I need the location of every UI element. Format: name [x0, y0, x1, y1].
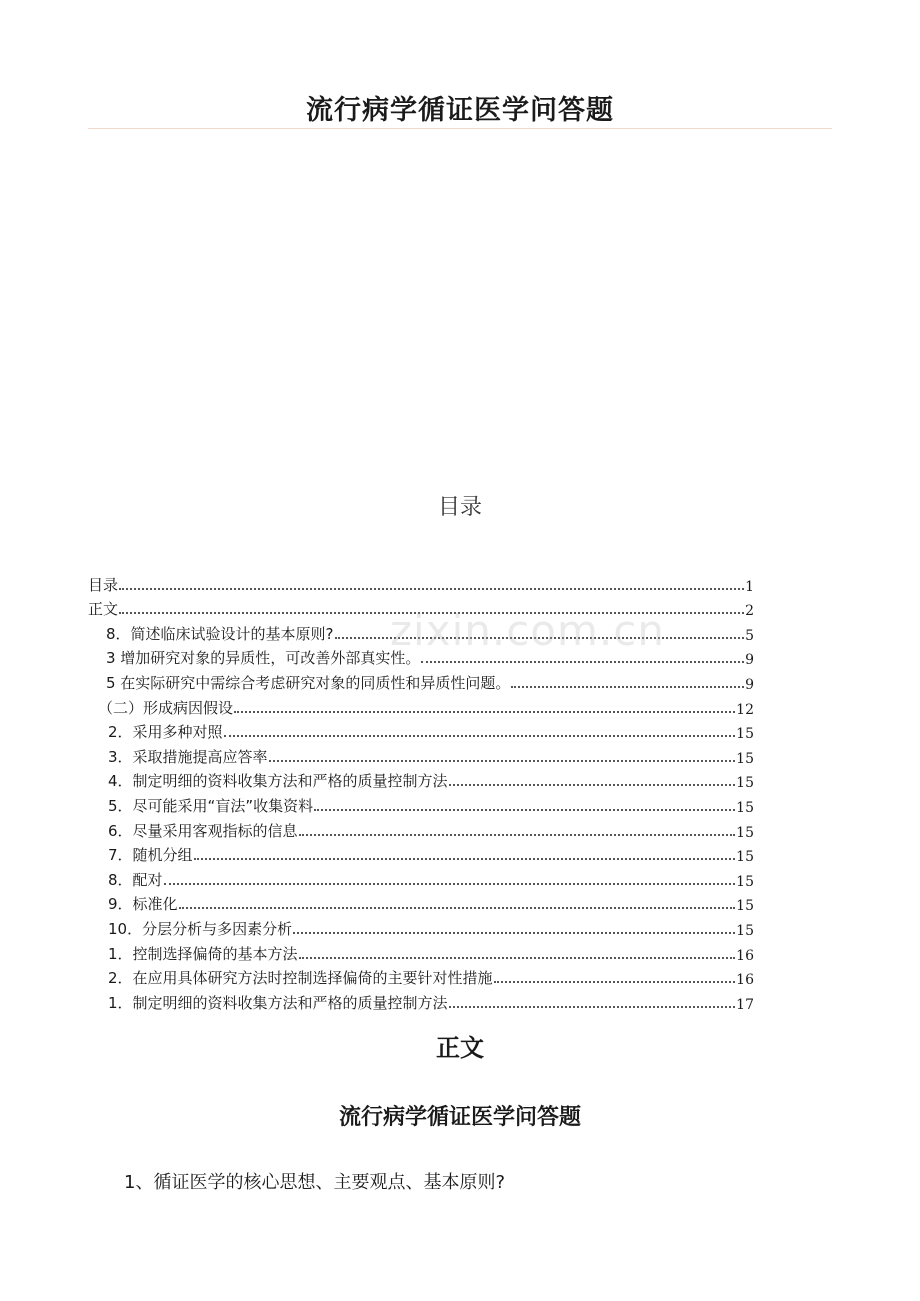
- toc-entry[interactable]: [88, 939, 754, 964]
- toc-entry-label: 目录: [88, 575, 119, 594]
- toc-heading: 目录: [437, 495, 482, 520]
- toc-entry[interactable]: [88, 816, 754, 841]
- toc-leader-dots: [449, 784, 736, 786]
- toc-entry-label: 8．简述临床试验设计的基本原则?: [106, 624, 334, 643]
- toc-leader-dots: [164, 883, 736, 885]
- toc-entry-label: 7．随机分组: [108, 846, 193, 865]
- toc-leader-dots: [421, 661, 744, 663]
- toc-leader-dots: [269, 760, 736, 762]
- toc-entry[interactable]: [88, 791, 754, 816]
- toc-entry-label: 10．分层分析与多因素分析: [108, 919, 293, 938]
- toc-entry[interactable]: [88, 767, 754, 792]
- toc-entry-page: 1: [745, 578, 754, 595]
- toc-entry-label: 1．制定明细的资料收集方法和严格的质量控制方法: [108, 993, 448, 1012]
- toc-leader-dots: [494, 981, 736, 983]
- toc-entry-page: 16: [736, 947, 754, 964]
- toc-entry-label: 5．尽可能采用“盲法”收集资料: [108, 796, 314, 815]
- toc-entry-page: 15: [736, 849, 754, 866]
- toc-entry-label: 5 在实际研究中需综合考虑研究对象的同质性和异质性问题。: [106, 673, 511, 692]
- toc-entry-page: 15: [736, 898, 754, 915]
- toc-entry-page: 5: [745, 627, 754, 644]
- toc-leader-dots: [293, 932, 735, 934]
- toc-entry[interactable]: [88, 964, 754, 989]
- toc-leader-dots: [224, 735, 736, 737]
- toc-entry-page: 9: [745, 676, 754, 693]
- toc-entry-page: 15: [736, 775, 754, 792]
- toc-entry[interactable]: [88, 865, 754, 890]
- toc-leader-dots: [194, 858, 736, 860]
- toc-entry-page: 15: [736, 824, 754, 841]
- toc-entry-page: 15: [736, 799, 754, 816]
- toc-entry-page: 2: [745, 603, 754, 620]
- toc-entry[interactable]: [88, 570, 754, 595]
- title-underline: [88, 128, 832, 129]
- toc-entry-page: 15: [736, 922, 754, 939]
- document-title: 流行病学循证医学问答题: [306, 95, 614, 126]
- toc-entry[interactable]: [88, 914, 754, 939]
- toc-entry-label: 2．在应用具体研究方法时控制选择偏倚的主要针对性措施: [108, 969, 493, 988]
- section-heading: 正文: [436, 1034, 484, 1062]
- toc-entry-page: 15: [736, 726, 754, 743]
- toc-entry-page: 15: [736, 750, 754, 767]
- toc-leader-dots: [449, 1006, 736, 1008]
- toc-entry-label: 3 增加研究对象的异质性，可改善外部真实性。: [106, 649, 421, 668]
- toc-leader-dots: [119, 588, 744, 590]
- toc-leader-dots: [314, 809, 735, 811]
- toc-entry-label: 9．标准化: [108, 895, 178, 914]
- toc-entry[interactable]: [88, 718, 754, 743]
- toc-entry[interactable]: [88, 988, 754, 1013]
- toc-entry[interactable]: [88, 742, 754, 767]
- toc-leader-dots: [511, 686, 744, 688]
- toc-leader-dots: [299, 957, 736, 959]
- toc-entry-label: 正文: [88, 600, 119, 619]
- toc-entry-page: 15: [736, 873, 754, 890]
- toc-entry-label: 2．采用多种对照: [108, 723, 223, 742]
- toc-entry-label: 1．控制选择偏倚的基本方法: [108, 944, 298, 963]
- toc-entry[interactable]: [88, 890, 754, 915]
- toc-leader-dots: [234, 711, 735, 713]
- toc-entry[interactable]: [88, 668, 754, 693]
- toc-entry-label: 6．尽量采用客观指标的信息: [108, 821, 298, 840]
- toc-entry-page: 9: [745, 652, 754, 669]
- toc-entry-page: 17: [736, 996, 754, 1013]
- toc-entry-label: 8．配对: [108, 870, 163, 889]
- toc-entry-label: 4．制定明细的资料收集方法和严格的质量控制方法: [108, 772, 448, 791]
- toc-entry-label: （二）形成病因假设: [98, 698, 234, 717]
- toc-entry-page: 12: [736, 701, 754, 718]
- toc-entry[interactable]: [88, 841, 754, 866]
- toc-leader-dots: [299, 834, 736, 836]
- question-1: 1、循证医学的核心思想、主要观点、基本原则?: [124, 1172, 506, 1193]
- toc-entry-page: 16: [736, 972, 754, 989]
- toc-entry-label: 3．采取措施提高应答率: [108, 747, 268, 766]
- toc-leader-dots: [179, 907, 736, 909]
- toc-entry[interactable]: [88, 693, 754, 718]
- sub-heading: 流行病学循证医学问答题: [338, 1105, 581, 1130]
- watermark: zixin.com.cn: [390, 606, 665, 655]
